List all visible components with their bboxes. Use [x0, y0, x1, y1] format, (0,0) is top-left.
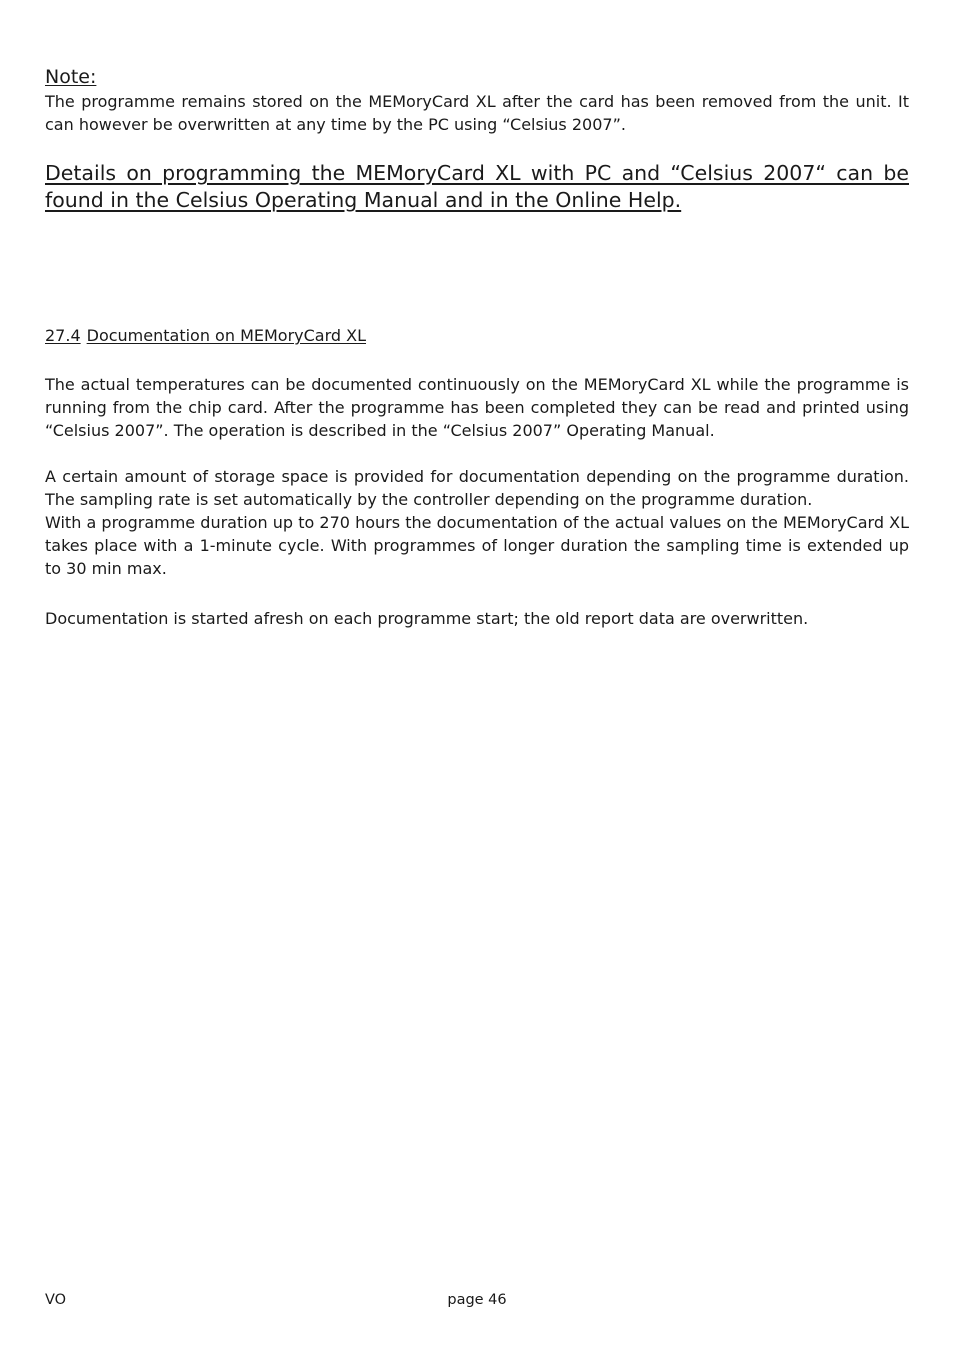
paragraph: Documentation is started afresh on each programme start; the old report data are overwritten.: [45, 609, 809, 628]
paragraph: With a programme duration up to 270 hours the documentation of the actual values on the MEMoryCard XL takes place with a 1-minute cycle. With programmes of longer duration the sampling time is extended up to 30 min max.: [45, 513, 909, 578]
details-reference: Details on programming the MEMoryCard XL with PC and “Celsius 2007“ can be found in the Celsius Operating Manual and in the Online Help.: [45, 161, 909, 212]
note-text: The programme remains stored on the MEMoryCard XL after the card has been removed from the unit. It can however be overwritten at any time by the PC using “Celsius 2007”.: [45, 92, 909, 134]
section-number: 27.4: [45, 326, 81, 345]
paragraph: A certain amount of storage space is provided for documentation depending on the programme duration. The sampling rate is set automatically by the controller depending on the programme duration.: [45, 467, 909, 509]
note-heading: Note:: [45, 66, 97, 88]
page-number: page 46: [447, 1292, 507, 1308]
section-heading: [45, 326, 366, 345]
footer-left-label: VO: [45, 1292, 67, 1308]
paragraph: The actual temperatures can be documented continuously on the MEMoryCard XL while the programme is running from the chip card. After the programme has been completed they can be read and printed using “Celsius 2007”. The operation is described in the “Celsius 2007” Operating Manual.: [45, 375, 909, 440]
section-title: Documentation on MEMoryCard XL: [86, 326, 367, 345]
